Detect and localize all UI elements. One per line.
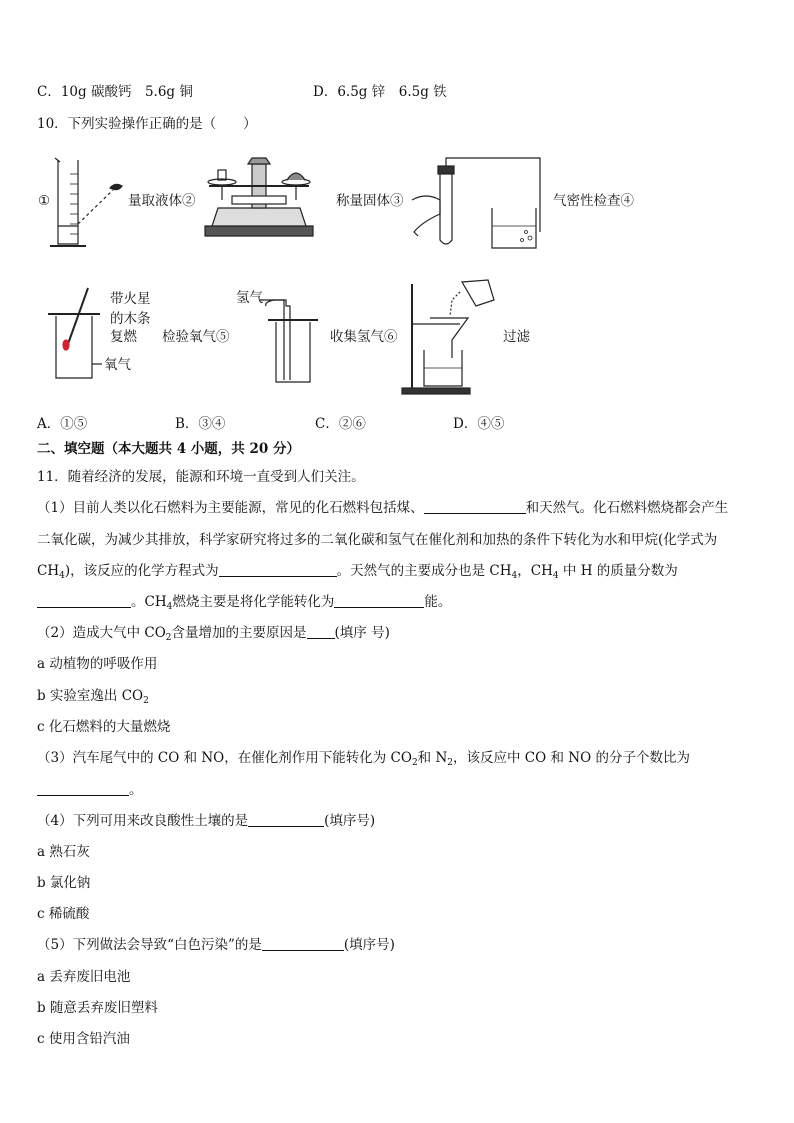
fig-caption-test-oxygen: 检验氧气⑤ [162,329,230,345]
q11-part5 [37,936,395,954]
q11-p5-choice-b: b 随意丢弃废旧塑料 [37,1000,158,1016]
fig-caption-collect-hydrogen: 收集氢气⑥ [330,329,398,345]
q11-p2-b-text: b 实验室逸出 CO [37,688,144,704]
q11-p1-text-b: 和天然气。化石燃料燃烧都会产生 [525,500,729,516]
q11-p2-text-c: (填序 号) [334,625,390,641]
answer-blank[interactable] [219,563,337,577]
q11-p1-text-c: )，该反应的化学方程式为 [64,563,219,579]
subscript: 4 [59,571,65,581]
answer-blank[interactable] [37,782,129,796]
oxygen-test-drawing [48,288,102,378]
q11-p3-text-c: ，该反应中 CO 和 NO 的分子个数比为 [453,750,690,766]
q11-part4 [37,812,375,830]
fig-caption-weigh-solid: 称量固体③ [336,193,404,209]
q11-p2-text-b: 含量增加的主要原因是 [171,625,307,641]
q11-p5-choice-a: a 丢弃废旧电池 [37,969,131,985]
q11-p1-text-h: 燃烧主要是将化学能转化为 [172,594,335,610]
q11-p4-choice-b: b 氯化钠 [37,875,91,891]
q11-p5-choice-c: c 使用含铅汽油 [37,1031,130,1047]
filtration-drawing [402,280,494,394]
fig-text-splint-2: 的木条 [110,311,151,327]
q11-p1-text-i: 能。 [424,594,452,610]
q11-p3-text-a: （3）汽车尾气中的 CO 和 NO，在催化剂作用下能转化为 CO [37,750,412,766]
q10-option-b: B．③④ [175,416,226,432]
answer-blank[interactable] [248,813,324,827]
airtightness-check-drawing [412,158,540,248]
fig-caption-measure-liquid: 量取液体② [128,193,196,209]
q11-p4-choice-a: a 熟石灰 [37,844,90,860]
q11-p2-choice-c: c 化石燃料的大量燃烧 [37,719,171,735]
q11-p1-ch4: CH [37,563,60,579]
q11-stem: 11．随着经济的发展，能源和环境一直受到人们关注。 [37,469,365,485]
fig-text-splint-1: 带火星 [110,291,151,307]
subscript: 2 [447,758,454,768]
balance-drawing [205,158,313,236]
fig-caption-airtightness: 气密性检查④ [553,193,634,209]
q11-p2-choice-b [37,687,149,710]
q11-p4-text-a: （4）下列可用来改良酸性土壤的是 [37,813,249,829]
q10-stem: 10．下列实验操作正确的是（ ） [37,116,257,132]
q11-p5-text-a: （5）下列做法会导致“白色污染”的是 [37,937,262,953]
q9-option-c: C．10g 碳酸钙 5.6g 铜 [37,84,193,100]
q11-p2-choice-a: a 动植物的呼吸作用 [37,656,158,672]
q11-p1-text-f: 中 H 的质量分数为 [558,563,678,579]
answer-blank[interactable] [307,625,335,639]
q11-part1-line2: 二氧化碳，为减少其排放，科学家研究将过多的二氧化碳和氢气在催化剂和加热的条件下转化为水和甲烷(化学式为 [37,532,718,548]
q11-p1-text-e: ，CH [517,563,553,579]
graduated-cylinder-drawing [50,158,122,246]
q11-p2-text-a: （2）造成大气中 CO [37,625,166,641]
subscript: 2 [143,696,149,706]
fig-label-1: ① [38,193,51,209]
section-heading: 二、填空题（本大题共 4 小题，共 20 分） [37,441,300,457]
q11-part1-line3 [37,562,678,585]
q11-p1-text-d: 。天然气的主要成分也是 CH [336,563,512,579]
q11-p3-text-b: 和 N [417,750,448,766]
subscript: 4 [166,602,173,612]
q11-p4-text-b: (填序号) [324,813,376,829]
fig-caption-filtration: 过滤 [503,329,530,345]
q10-option-c: C．②⑥ [315,416,366,432]
subscript: 4 [552,571,559,581]
q11-part1-line1 [37,499,728,517]
q11-p1-text-a: （1）目前人类以化石燃料为主要能源，常见的化石燃料包括煤、 [37,500,424,516]
q10-option-d: D．④⑤ [453,416,505,432]
fig-text-hydrogen: 氢气 [236,290,263,306]
fig-text-oxygen: 氧气 [104,357,131,373]
q11-p4-choice-c: c 稀硫酸 [37,906,90,922]
q11-p5-text-b: (填序号) [343,937,395,953]
q11-part3-answer [37,781,143,799]
answer-blank[interactable] [262,937,344,951]
q11-p1-text-g: 。CH [131,594,167,610]
q11-p3-end: 。 [129,782,143,798]
answer-blank[interactable] [334,594,424,608]
q10-option-a: A．①⑤ [37,416,88,432]
hydrogen-collect-drawing [260,300,318,382]
subscript: 2 [165,633,172,643]
q9-option-d: D．6.5g 锌 6.5g 铁 [313,84,447,100]
answer-blank[interactable] [37,594,131,608]
subscript: 4 [511,571,518,581]
q11-part2 [37,624,390,647]
fig-text-splint-3: 复燃 [110,329,137,345]
q11-part3 [37,749,690,772]
subscript: 2 [411,758,418,768]
answer-blank[interactable] [424,500,526,514]
q11-part1-line4 [37,593,451,616]
